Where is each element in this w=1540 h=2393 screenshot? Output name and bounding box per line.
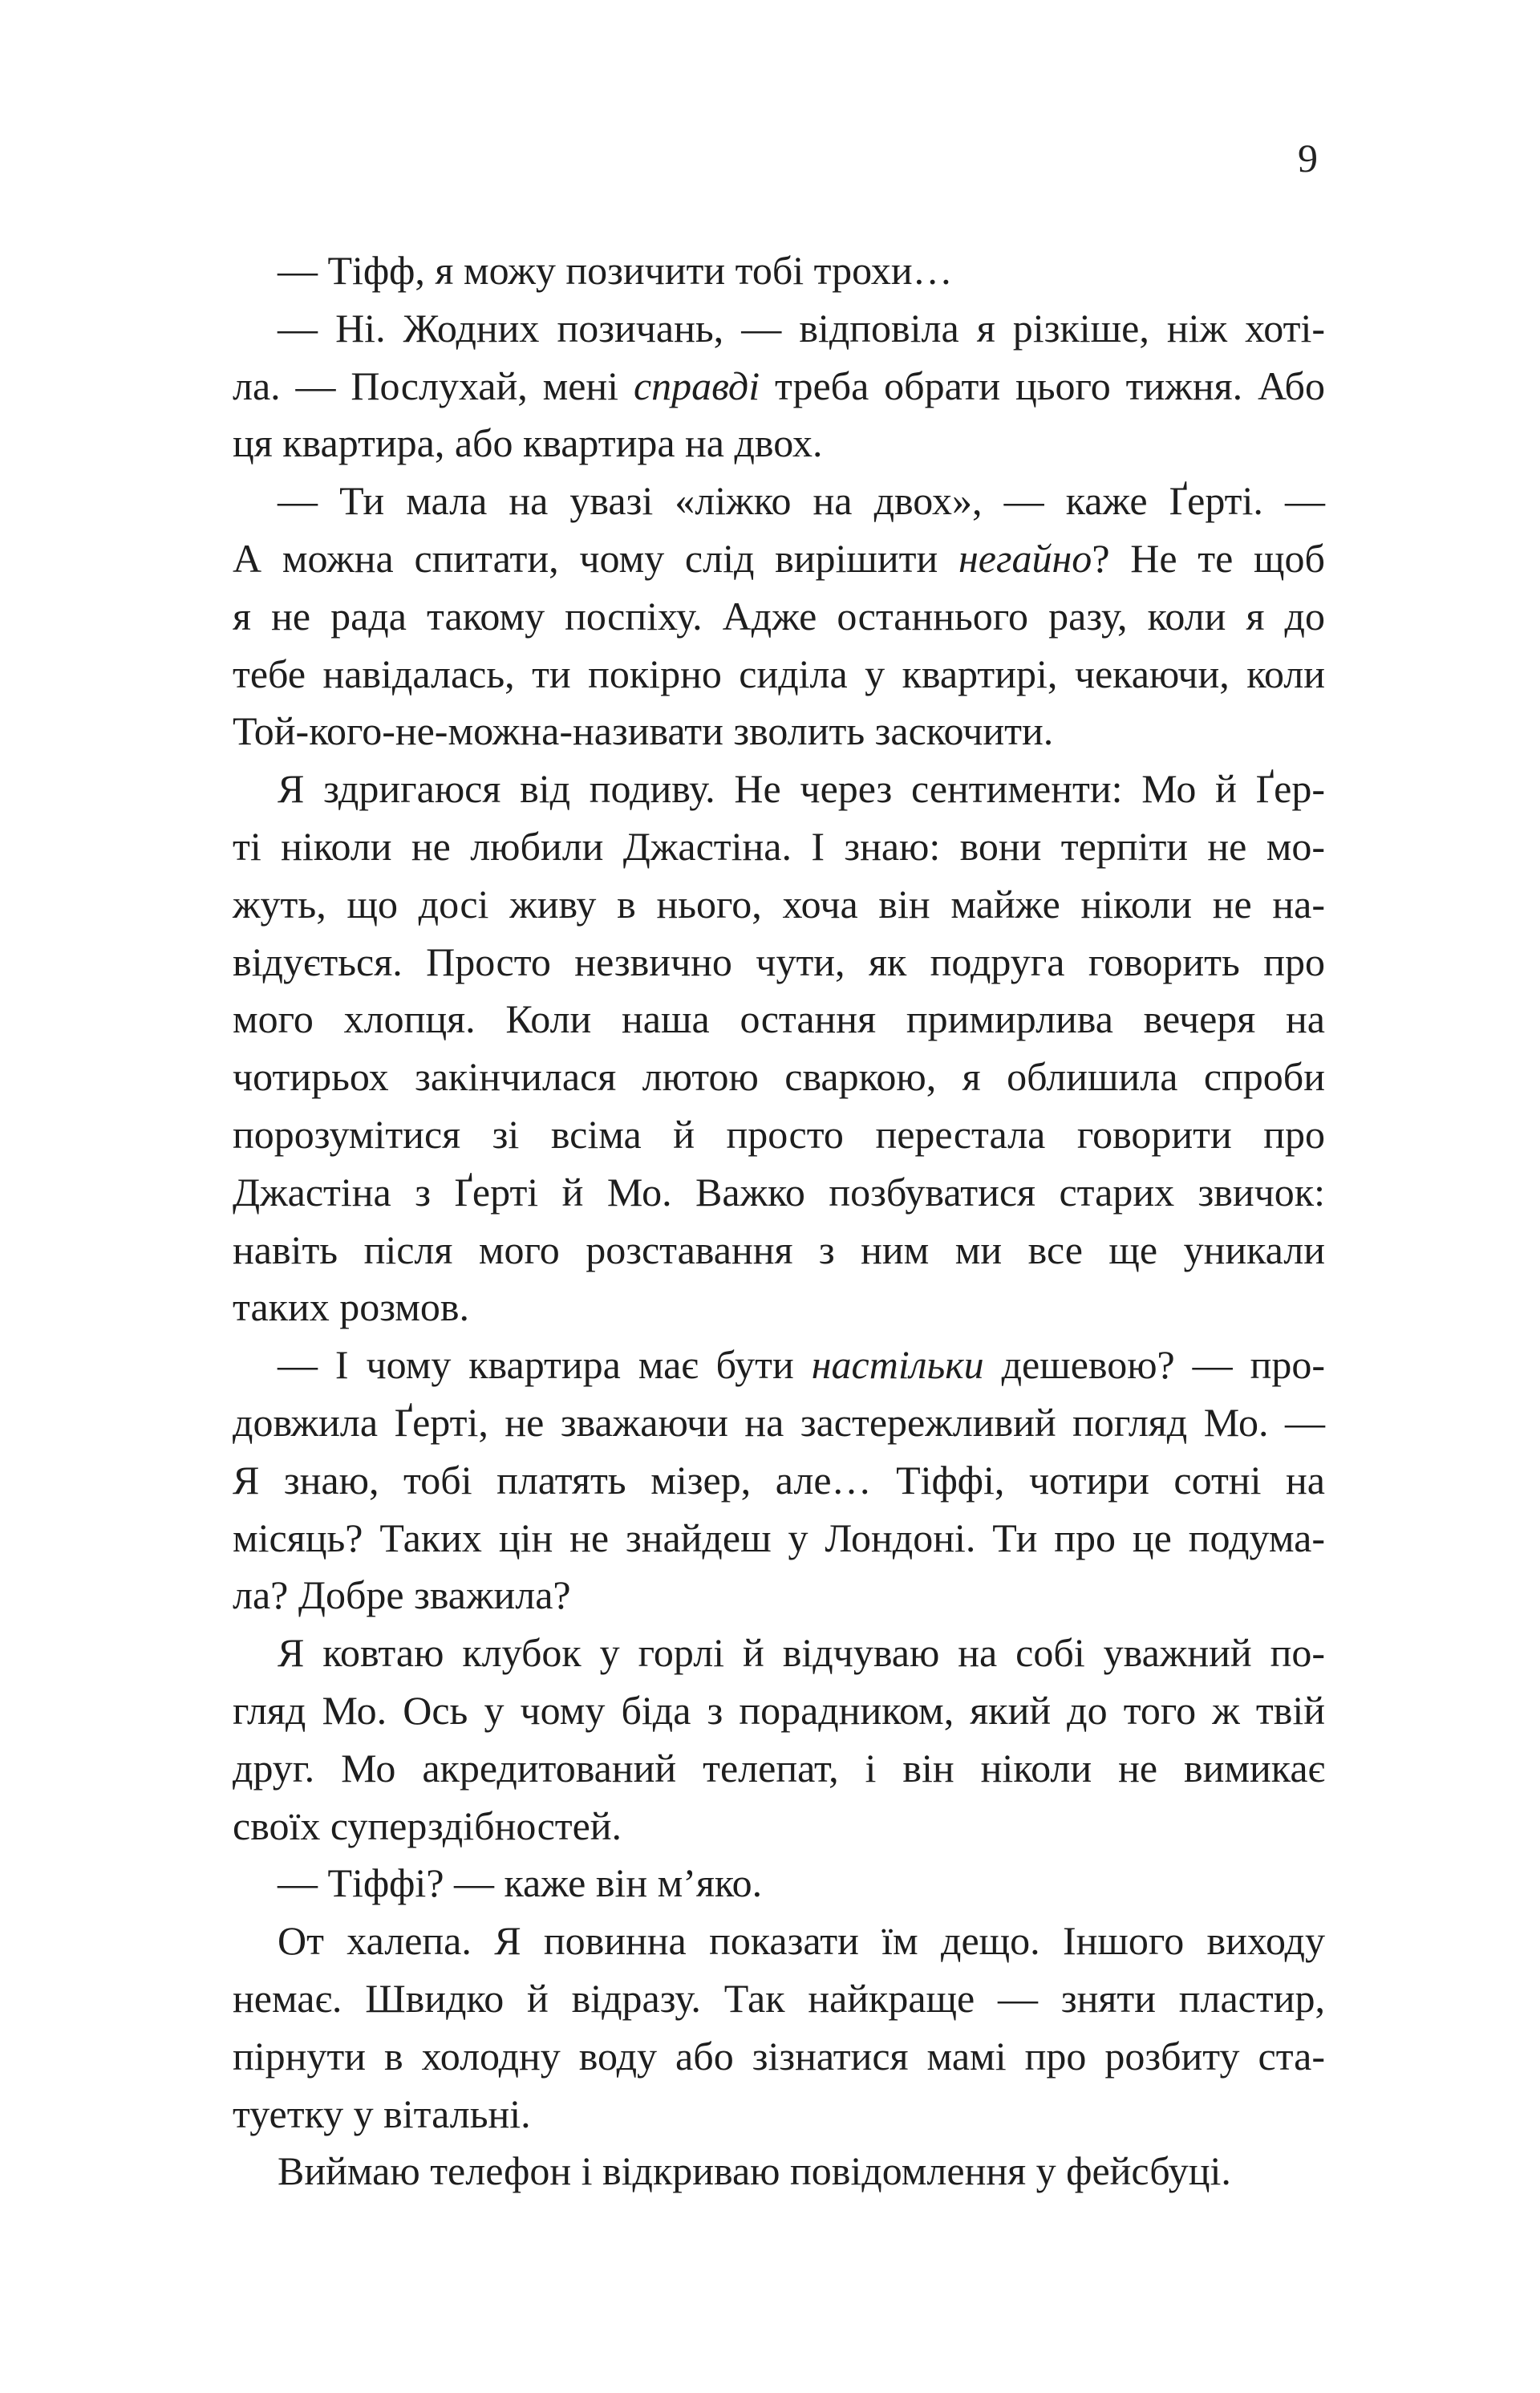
text-line: [233, 1394, 1325, 1452]
text-segment: От халепа. Я повинна показати їм дещо. Іншого виходу: [278, 1918, 1325, 1964]
text-segment: — Ти мала на увазі «ліжко на двох», — каже Ґерті. —: [278, 478, 1325, 524]
text-segment: дешевою? — про-: [983, 1342, 1325, 1388]
text-segment: ла. — Послухай, мені: [233, 363, 634, 408]
text-line: [233, 1682, 1325, 1740]
text-segment: — Ні. Жодних позичань, — відповіла я різкіше, ніж хоті-: [278, 305, 1325, 351]
text-line: [233, 991, 1325, 1048]
paragraph: [233, 2143, 1325, 2200]
text-segment: Джастіна з Ґерті й Мо. Важко позбуватися старих звичок:: [233, 1169, 1325, 1215]
text-line: [233, 1336, 1325, 1394]
text-segment: гляд Мо. Ось у чому біда з порадником, який до того ж твій: [233, 1687, 1325, 1733]
text-line: [233, 1567, 1325, 1624]
text-line: [233, 300, 1325, 358]
text-line: [233, 1798, 1325, 1856]
text-segment: Я ковтаю клубок у горлі й відчуваю на собі уважний по-: [278, 1630, 1325, 1676]
italic-text: настільки: [811, 1342, 984, 1388]
text-segment: мого хлопця. Коли наша остання примирлива вечеря на: [233, 996, 1325, 1042]
text-segment: своїх суперздібностей.: [233, 1803, 622, 1848]
text-segment: А можна спитати, чому слід вирішити: [233, 535, 958, 581]
text-segment: жуть, що досі живу в нього, хоча він майже ніколи не на-: [233, 881, 1325, 927]
text-segment: друг. Мо акредитований телепат, і він ніколи не вимикає: [233, 1745, 1325, 1791]
paragraph: [233, 1855, 1325, 1912]
text-line: [233, 2086, 1325, 2144]
text-segment: треба обрати цього тижня. Або: [760, 363, 1325, 408]
text-segment: туетку у вітальні.: [233, 2091, 531, 2136]
text-line: [233, 1855, 1325, 1912]
text-segment: ? Не те щоб: [1092, 535, 1325, 581]
text-line: [233, 2028, 1325, 2086]
text-segment: — Тіффі? — каже він м’яко.: [278, 1860, 763, 1906]
text-segment: чотирьох закінчилася лютою сваркою, я облишила спроби: [233, 1054, 1325, 1100]
text-segment: — І чому квартира має бути: [278, 1342, 812, 1388]
text-segment: довжила Ґерті, не зважаючи на застережливий погляд Мо. —: [233, 1399, 1325, 1445]
text-line: [233, 876, 1325, 934]
text-line: [233, 1452, 1325, 1510]
italic-text: справді: [633, 363, 760, 408]
text-line: [233, 530, 1325, 588]
text-line: [233, 1279, 1325, 1336]
text-segment: тебе навідалась, ти покірно сиділа у квартирі, чекаючи, коли: [233, 651, 1325, 696]
text-line: [233, 1222, 1325, 1280]
paragraph: [233, 1336, 1325, 1624]
text-segment: Той-кого-не-можна-називати зволить заскочити.: [233, 708, 1054, 754]
text-line: [233, 646, 1325, 704]
page-number: 9: [1298, 136, 1318, 180]
text-segment: немає. Швидко й відразу. Так найкраще — зняти пластир,: [233, 1975, 1325, 2021]
text-segment: навіть після мого розставання з ним ми все ще уникали: [233, 1227, 1325, 1272]
text-line: [233, 1048, 1325, 1106]
text-line: [233, 760, 1325, 818]
text-line: [233, 1912, 1325, 1970]
body-text: [233, 242, 1325, 2200]
text-segment: Я знаю, тобі платять мізер, але… Тіффі, чотири сотні на: [233, 1457, 1325, 1503]
paragraph: [233, 1624, 1325, 1855]
text-line: [233, 415, 1325, 473]
text-line: [233, 242, 1325, 300]
text-segment: Я здригаюся від подиву. Не через сентименти: Мо й Ґер-: [278, 766, 1325, 812]
text-line: [233, 1624, 1325, 1682]
text-segment: ла? Добре зважила?: [233, 1572, 571, 1618]
text-line: [233, 473, 1325, 530]
text-segment: місяць? Таких цін не знайдеш у Лондоні. Ти про це подума-: [233, 1515, 1325, 1560]
text-segment: ті ніколи не любили Джастіна. І знаю: вони терпіти не мо-: [233, 823, 1325, 869]
text-line: [233, 1164, 1325, 1222]
text-segment: я не рада такому поспіху. Адже останнього разу, коли я до: [233, 593, 1325, 639]
text-line: [233, 1740, 1325, 1798]
text-line: [233, 2143, 1325, 2200]
text-segment: пірнути в холодну воду або зізнатися мамі про розбиту ста-: [233, 2033, 1325, 2079]
text-segment: — Тіфф, я можу позичити тобі трохи…: [278, 248, 953, 293]
text-line: [233, 934, 1325, 992]
paragraph: [233, 760, 1325, 1336]
paragraph: [233, 473, 1325, 760]
text-segment: порозумітися зі всіма й просто перестала говорити про: [233, 1111, 1325, 1157]
italic-text: негайно: [958, 535, 1092, 581]
text-line: [233, 1970, 1325, 2028]
text-line: [233, 703, 1325, 760]
text-line: [233, 1106, 1325, 1164]
text-segment: відується. Просто незвично чути, як подруга говорить про: [233, 939, 1325, 984]
text-segment: таких розмов.: [233, 1284, 469, 1330]
paragraph: [233, 1912, 1325, 2143]
text-segment: ця квартира, або квартира на двох.: [233, 420, 823, 466]
paragraph: [233, 242, 1325, 300]
paragraph: [233, 300, 1325, 473]
text-line: [233, 588, 1325, 646]
text-line: [233, 818, 1325, 876]
text-line: [233, 1510, 1325, 1568]
text-segment: Виймаю телефон і відкриваю повідомлення у фейсбуці.: [278, 2148, 1231, 2194]
text-line: [233, 358, 1325, 416]
